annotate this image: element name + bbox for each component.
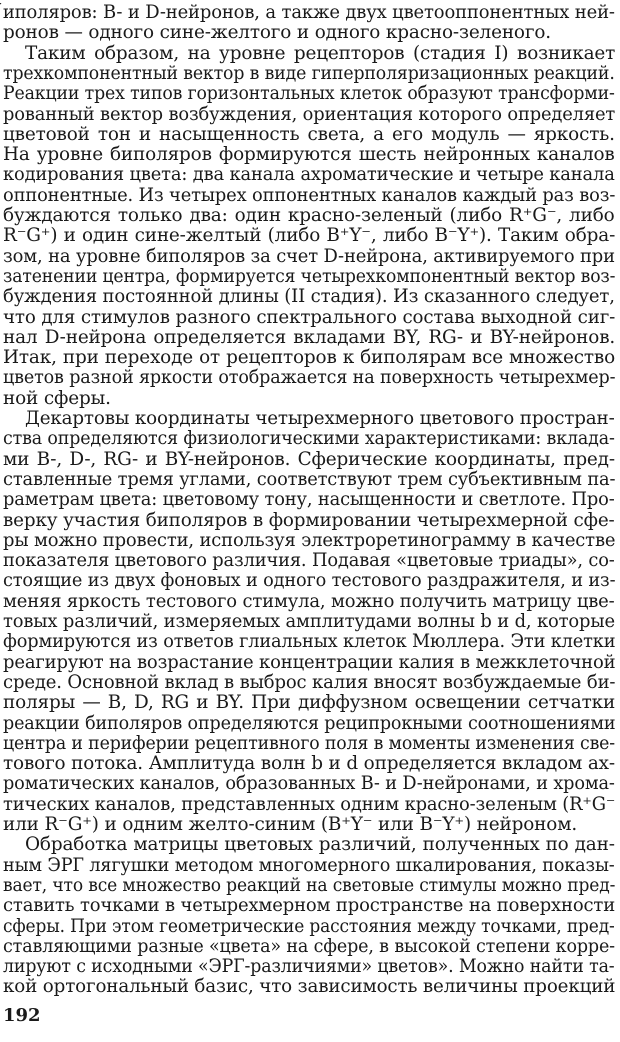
text-line: верку участия биполяров в формировании четырехмерной сфе- xyxy=(3,509,615,531)
text-line: цветов разной яркости отображается на поверхность четырехмер- xyxy=(3,367,616,389)
text-line: зом, на уровне биполяров за счет D-нейрона, активируемого при xyxy=(3,245,615,267)
text-line: кой ортогональный базис, что зависимость величины проекций xyxy=(3,976,616,998)
text-line: формируются из ответов глиальных клеток Мюллера. Эти клетки xyxy=(3,631,616,653)
text-line: рованный вектор возбуждения, ориентация которого определяет xyxy=(3,103,616,125)
text-line: оппонентные. Из четырех оппонентных каналов каждый раз воз- xyxy=(3,184,616,206)
text-line: тового потока. Амплитуда волн b и d определяется вкладом ах- xyxy=(3,753,615,775)
text-line: Реакции трех типов горизонтальных клеток образуют трансформи- xyxy=(3,83,615,105)
text-line: R⁻G⁺) и один сине-желтый (либо B⁺Y⁻, либо B⁻Y⁺). Таким обра- xyxy=(3,225,616,247)
text-line: ставленные тремя углами, соответствуют трем субъективным па- xyxy=(3,468,616,490)
text-line: Таким образом, на уровне рецепторов (стадия I) возникает xyxy=(25,42,616,64)
text-line: или R⁻G⁺) и одним желто-синим (B⁺Y⁻ или B⁻Y⁺) нейроном. xyxy=(3,814,578,835)
text-line: раметрам цвета: цветовому тону, насыщенности и светлоте. Про- xyxy=(3,489,615,511)
book-page xyxy=(3,2,617,1040)
text-line: что для стимулов разного спектрального состава выходной сиг- xyxy=(3,306,616,328)
text-line: ́иполяров: B- и D-нейронов, а также двух цветооппонентных ней- xyxy=(3,2,615,23)
text-line: ставить точками в четырехмерном пространстве на поверхности xyxy=(3,895,616,917)
text-line: цветовой тон и насыщенность света, а его модуль — яркость. xyxy=(3,123,615,145)
text-line: ной сферы. xyxy=(3,387,111,409)
text-line: ронов — одного сине-желтого и одного красно-зеленого. xyxy=(3,22,551,44)
text-line: Декартовы координаты четырехмерного цветового простран- xyxy=(25,408,615,429)
text-line: стоящие из двух фоновых и одного тестового раздражителя, и из- xyxy=(3,570,616,592)
text-line: буждения постоянной длины (II стадия). Из сказанного следует, xyxy=(3,286,615,308)
text-line: На уровне биполяров формируются шесть нейронных каналов xyxy=(3,144,615,166)
page-number: 192 xyxy=(3,1005,41,1026)
text-line: трехкомпонентный вектор в виде гиперполяризационных реакций. xyxy=(3,62,615,84)
text-line: поляры — B, D, RG и BY. При диффузном освещении сетчатки xyxy=(3,692,616,714)
text-line: буждаются только два: один красно-зеленый (либо R⁺G⁻, либо xyxy=(3,205,615,226)
text-line: центра и периферии рецептивного поля в моменты изменения све- xyxy=(3,732,616,754)
text-line: затенении центра, формируется четырехкомпонентный вектор воз- xyxy=(3,265,616,287)
text-line: кодирования цвета: два канала ахроматические и четыре канала xyxy=(3,164,615,186)
text-line: нал D-нейрона определяется вкладами BY, RG- и BY-нейронов. xyxy=(3,326,616,348)
text-line: ми B-, D-, RG- и BY-нейронов. Сферические координаты, пред- xyxy=(3,448,615,470)
text-line: роматических каналов, образованных B- и D-нейронами, и хрома- xyxy=(3,773,615,795)
text-line: реагируют на возрастание концентрации калия в межклеточной xyxy=(3,651,616,673)
text-line: Итак, при переходе от рецепторов к биполярам все множество xyxy=(3,347,616,369)
text-line: реакции биполяров определяются реципрокными соотношениями xyxy=(3,712,616,734)
text-line: ры можно провести, используя электроретинограмму в качестве xyxy=(3,529,616,551)
text-line: показателя цветового различия. Подавая «цветовые триады», со- xyxy=(3,550,615,572)
text-line: сферы. При этом геометрические расстояния между точками, пред- xyxy=(3,915,615,937)
text-line: тических каналов, представленных одним красно-зеленым (R⁺G⁻ xyxy=(3,793,616,815)
text-line: ства определяются физиологическими характеристиками: вклада- xyxy=(3,428,615,450)
text-line: меняя яркость тестового стимула, можно получить матрицу цве- xyxy=(3,590,615,612)
text-line: среде. Основной вклад в выброс калия вносят возбуждаемые би- xyxy=(3,671,616,693)
text-line: ставляющими разные «цвета» на сфере, в высокой степени корре- xyxy=(3,935,615,957)
text-line: товых различий, измеряемых амплитудами волны b и d, которые xyxy=(3,611,615,632)
text-line: вает, что все множество реакций на световые стимулы можно пред- xyxy=(3,874,616,896)
text-line: Обработка матрицы цветовых различий, полученных по дан- xyxy=(25,834,615,856)
text-line: лируют с исходными «ЭРГ-различиями» цветов». Можно найти та- xyxy=(3,956,615,978)
text-line: ным ЭРГ лягушки методом многомерного шкалирования, показы- xyxy=(3,854,615,876)
